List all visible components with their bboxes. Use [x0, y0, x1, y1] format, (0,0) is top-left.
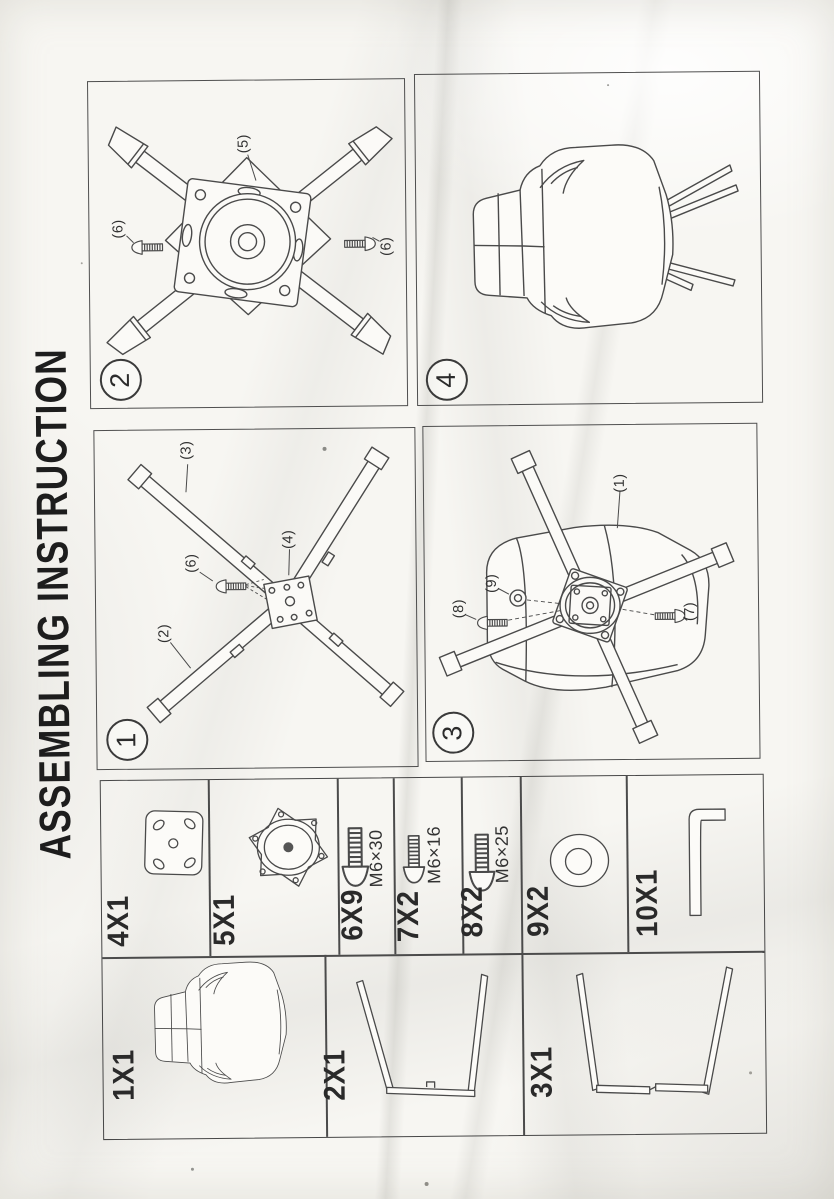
seat-shell-icon: [154, 962, 287, 1084]
mounting-plate-icon: [145, 811, 204, 875]
center-plate: [264, 576, 317, 629]
callout-4: (4): [280, 529, 297, 549]
part-code-10x1: 10X1: [630, 868, 665, 938]
leg-frame-icon: [577, 967, 734, 1095]
step-2-diagram-swivel-mount: [88, 79, 407, 408]
leg-frame-icon: [357, 974, 489, 1097]
callout-6-left: (6): [110, 219, 127, 239]
bolt-m6x16-icon: [403, 836, 424, 883]
step-4-diagram-finished-chair: [415, 72, 762, 405]
callout-6-right: (6): [378, 236, 395, 256]
step-4-badge: 4: [426, 359, 468, 401]
callout-8: (8): [450, 598, 468, 619]
part-code-2x1: 2X1: [318, 1048, 352, 1101]
bolt-m6x25-icon: [469, 835, 494, 891]
part-code-7x2: 7X2: [391, 890, 426, 943]
part-code-4x1: 4X1: [101, 894, 136, 948]
step-1-badge: 1: [106, 719, 148, 761]
page-title: ASSEMBLING INSTRUCTION: [26, 347, 81, 860]
washer-icon: [510, 590, 526, 606]
step-3-badge: 3: [432, 711, 474, 753]
size-label-m6x30: M6×30: [365, 829, 387, 888]
size-label-m6x25: M6×25: [491, 825, 513, 884]
step-3-panel: [422, 423, 760, 762]
chair-legs: [664, 165, 739, 291]
callout-6: (6): [183, 553, 200, 573]
callout-9: (9): [483, 573, 500, 594]
part-code-1x1: 1X1: [107, 1048, 141, 1101]
callout-3: (3): [178, 440, 195, 460]
part-code-6x9: 6X9: [335, 888, 370, 941]
allen-key-icon: [689, 809, 726, 915]
part-code-8x2: 8X2: [455, 885, 490, 938]
step-4-panel: [414, 71, 763, 406]
swivel-mechanism-icon: [249, 808, 328, 887]
part-code-5x1: 5X1: [207, 893, 242, 946]
callout-5: (5): [235, 133, 252, 154]
callout-7: (7): [682, 601, 699, 622]
bolt-icon: [132, 240, 163, 254]
step-1-diagram-base-assembly: [94, 428, 417, 769]
step-1-panel: [93, 427, 418, 770]
callout-1: (1): [611, 473, 628, 493]
seat-shell-icon: [473, 144, 674, 329]
step-2-panel: [87, 78, 408, 409]
washer-icon: [550, 834, 608, 887]
bolt-icon: [216, 580, 246, 593]
bolt-m6x30-icon: [342, 828, 368, 886]
step-3-diagram-seat-underside: [423, 424, 759, 761]
swivel-ring: [199, 193, 296, 290]
part-code-9x2: 9X2: [521, 884, 556, 937]
callout-2: (2): [156, 623, 173, 644]
step-2-badge: 2: [100, 359, 142, 401]
size-label-m6x16: M6×16: [423, 825, 445, 884]
part-code-3x1: 3X1: [525, 1045, 559, 1098]
bolt-icon: [345, 237, 376, 251]
